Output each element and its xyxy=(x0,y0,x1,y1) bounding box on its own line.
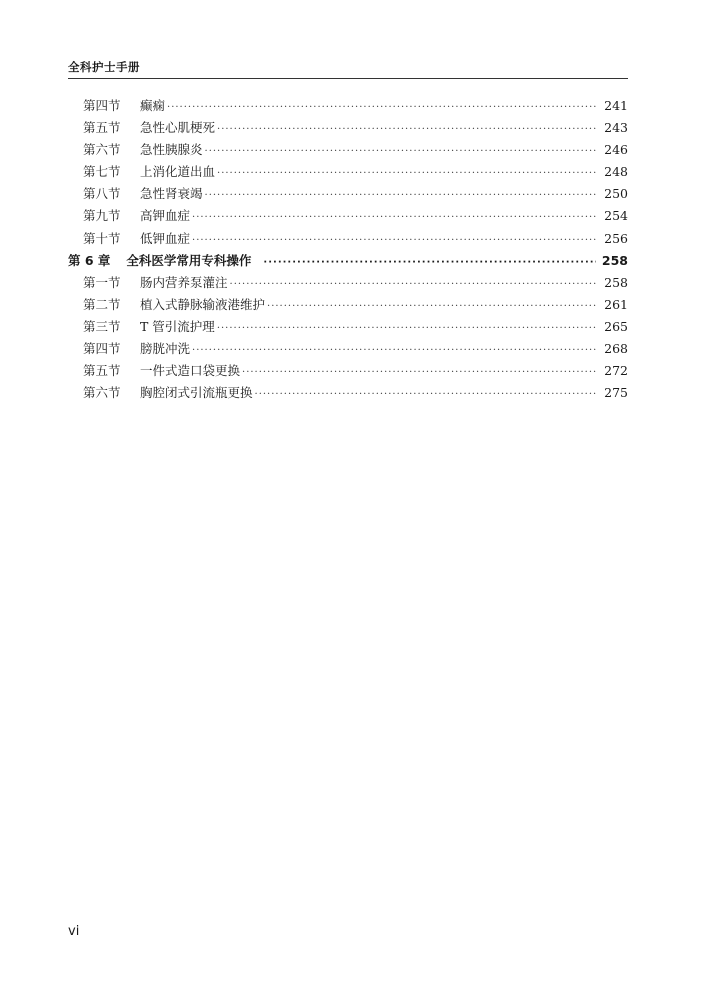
toc-page-number: 265 xyxy=(604,318,628,334)
toc-dot-leader xyxy=(217,119,598,141)
toc-page-number: 261 xyxy=(604,296,628,312)
toc-section-title: 急性肾衰竭 xyxy=(140,186,203,202)
toc-page-number: 256 xyxy=(604,230,628,246)
toc-dot-leader xyxy=(263,252,595,274)
toc-entry[interactable] xyxy=(68,316,628,338)
toc-section-number: 第四节 xyxy=(83,341,121,357)
toc-entry[interactable] xyxy=(68,360,628,382)
toc-entry[interactable] xyxy=(68,95,628,117)
running-header: 全科护士手册 xyxy=(68,60,140,74)
toc-dot-leader xyxy=(192,230,598,252)
toc-page-number: 258 xyxy=(601,252,628,268)
toc-section-title: 低钾血症 xyxy=(140,230,191,246)
toc-section-number: 第六节 xyxy=(83,385,121,401)
toc-dot-leader xyxy=(205,141,599,163)
toc-dot-leader xyxy=(167,97,598,119)
toc-entry[interactable] xyxy=(68,205,628,227)
toc-entry[interactable] xyxy=(68,161,628,183)
toc-entry[interactable] xyxy=(68,117,628,139)
toc-section-title: 癫痫 xyxy=(140,98,166,113)
toc-entry[interactable] xyxy=(68,228,628,250)
toc-section-number: 第二节 xyxy=(83,296,121,312)
toc-dot-leader xyxy=(205,185,599,207)
toc-page-number: 248 xyxy=(604,164,628,180)
toc-section-number: 第六节 xyxy=(83,142,121,158)
toc-section-number: 第五节 xyxy=(83,120,121,136)
toc-dot-leader xyxy=(242,362,598,384)
toc-entry[interactable] xyxy=(68,338,628,360)
toc-section-title: 肠内营养泵灌注 xyxy=(140,274,228,290)
toc-entry[interactable] xyxy=(68,183,628,205)
toc-section-number: 第九节 xyxy=(83,208,121,224)
toc-section-number: 第五节 xyxy=(83,363,121,379)
toc-entry[interactable] xyxy=(68,382,628,404)
toc-section-number: 第七节 xyxy=(83,164,121,180)
toc-page-number: 254 xyxy=(604,208,628,224)
toc-section-title: 急性心肌梗死 xyxy=(140,120,216,136)
toc-section-number: 第十节 xyxy=(83,230,121,246)
toc-dot-leader xyxy=(217,163,598,185)
toc-page-number: 272 xyxy=(604,363,628,379)
toc-page-number: 246 xyxy=(604,142,628,158)
toc-chapter-entry[interactable] xyxy=(68,250,628,272)
toc-section-title: 一件式造口袋更换 xyxy=(140,363,241,379)
toc-dot-leader xyxy=(255,384,599,406)
toc-dot-leader xyxy=(192,207,598,229)
toc-page-number: 241 xyxy=(604,98,628,113)
toc-dot-leader xyxy=(192,340,598,362)
toc-entry[interactable] xyxy=(68,294,628,316)
toc-section-title: 植入式静脉输液港维护 xyxy=(140,296,266,312)
toc-section-title: 胸腔闭式引流瓶更换 xyxy=(140,385,253,401)
toc-section-number: 第八节 xyxy=(83,186,121,202)
toc-page-number: 268 xyxy=(604,341,628,357)
toc-entry[interactable] xyxy=(68,272,628,294)
toc-dot-leader xyxy=(230,274,599,296)
toc-page-number: 243 xyxy=(604,120,628,136)
toc-section-number: 第三节 xyxy=(83,318,121,334)
toc-section-number: 第一节 xyxy=(83,274,121,290)
toc-page-number: 258 xyxy=(604,274,628,290)
toc-section-title: T 管引流护理 xyxy=(140,318,215,334)
toc-page-number: 275 xyxy=(604,385,628,401)
toc-section-title: 膀胱冲洗 xyxy=(140,341,191,357)
table-of-contents xyxy=(68,95,628,404)
toc-entry[interactable] xyxy=(68,139,628,161)
footer-page-number: vi xyxy=(68,924,80,939)
toc-section-title: 上消化道出血 xyxy=(140,164,216,180)
toc-page-number: 250 xyxy=(604,186,628,202)
toc-dot-leader xyxy=(267,296,598,318)
toc-chapter-number: 第 6 章 xyxy=(68,252,111,268)
toc-section-title: 高钾血症 xyxy=(140,208,191,224)
toc-dot-leader xyxy=(217,318,598,340)
toc-section-number: 第四节 xyxy=(83,98,121,113)
toc-section-title: 急性胰腺炎 xyxy=(140,142,203,158)
toc-chapter-title: 全科医学常用专科操作 xyxy=(126,252,252,268)
header-rule xyxy=(68,78,628,79)
